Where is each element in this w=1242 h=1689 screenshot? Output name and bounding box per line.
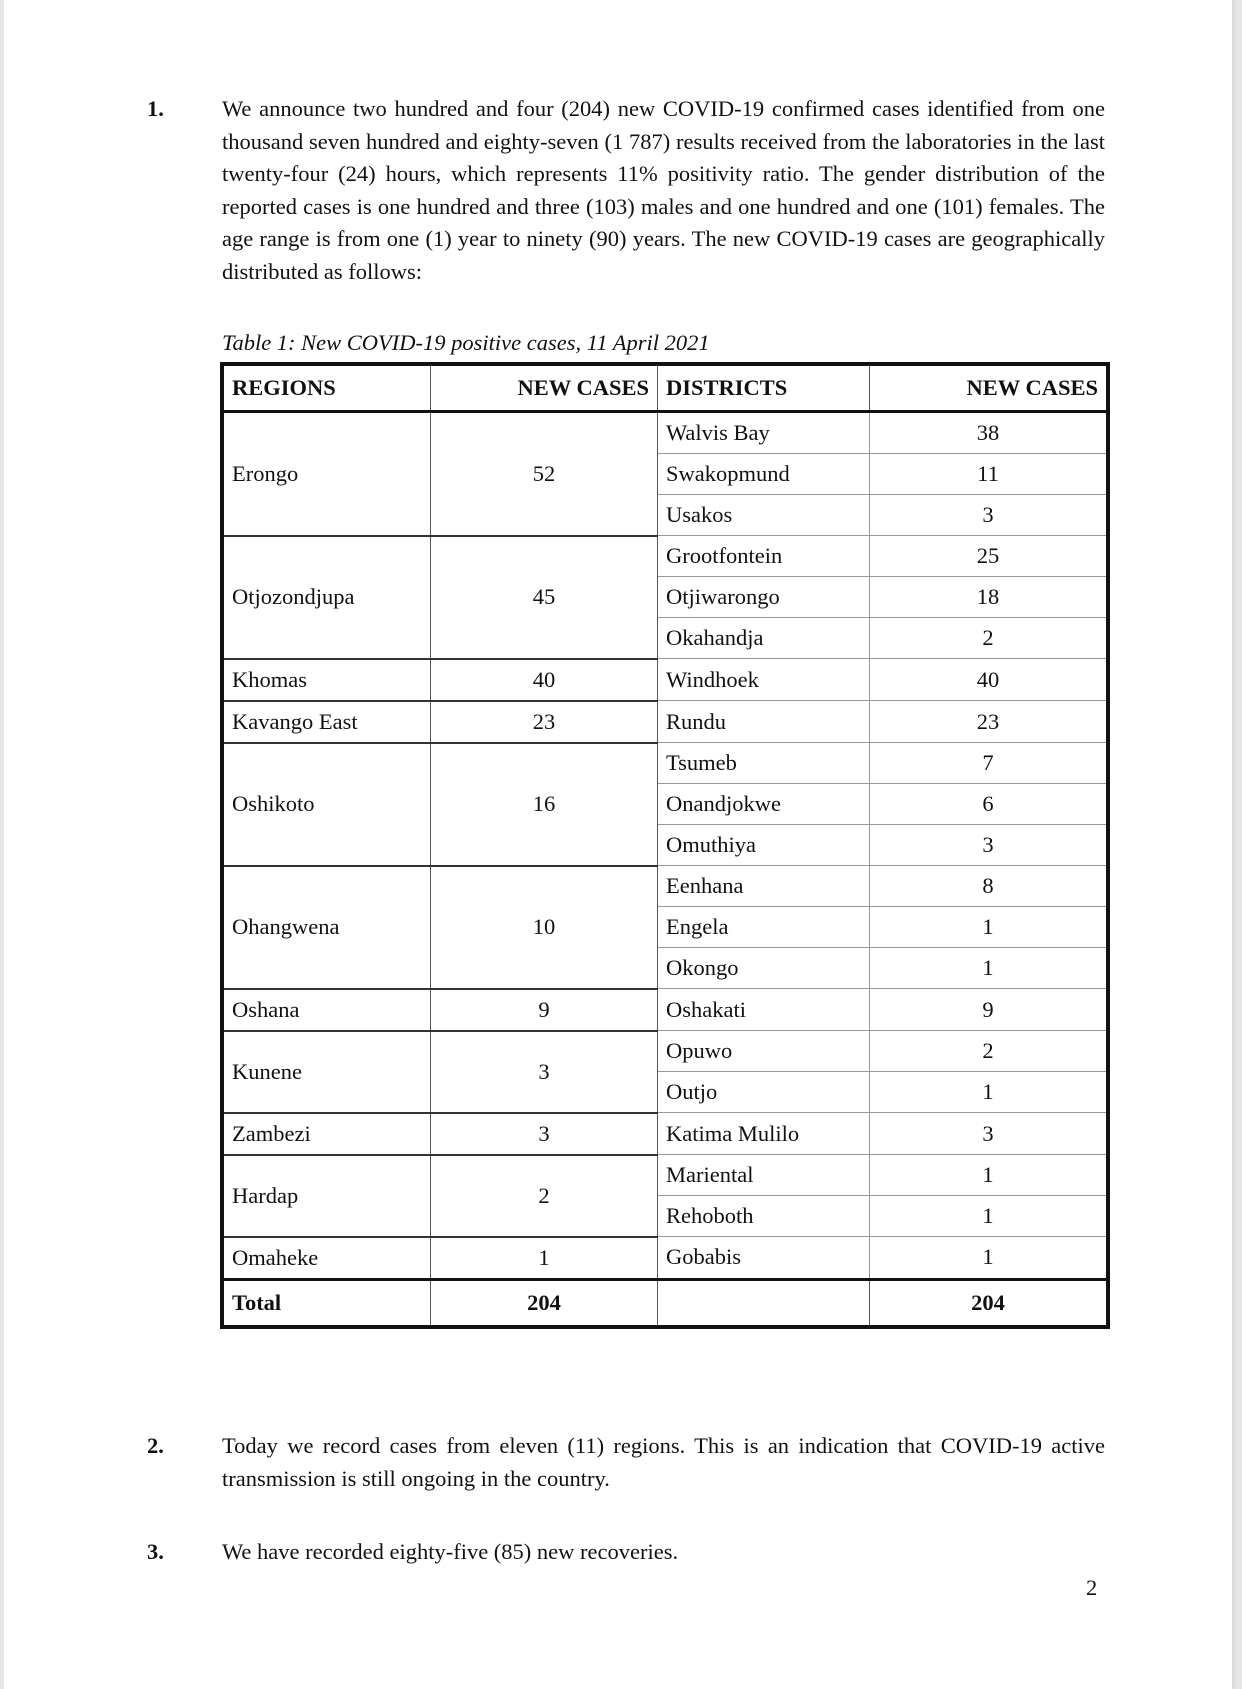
- header-district-new-cases: NEW CASES: [870, 364, 1109, 412]
- district-new-cases: 23: [870, 701, 1109, 743]
- paragraph-text: We have recorded eighty-five (85) new recoveries.: [222, 1539, 679, 1564]
- district-name: Omuthiya: [658, 825, 870, 866]
- district-new-cases: 2: [870, 1031, 1109, 1072]
- district-name: Okahandja: [658, 618, 870, 659]
- region-name: Omaheke: [222, 1237, 431, 1280]
- paragraph-number: 3.: [147, 1539, 164, 1564]
- region-name: Zambezi: [222, 1113, 431, 1155]
- district-new-cases: 25: [870, 536, 1109, 577]
- region-new-cases: 23: [431, 701, 658, 743]
- total-empty-cell: [658, 1279, 870, 1327]
- new-cases-table: [220, 362, 1110, 1329]
- district-new-cases: 18: [870, 577, 1109, 618]
- region-name: Kavango East: [222, 701, 431, 743]
- district-new-cases: 6: [870, 784, 1109, 825]
- region-new-cases: 3: [431, 1031, 658, 1113]
- table-row: [222, 412, 1108, 454]
- district-name: Okongo: [658, 948, 870, 989]
- region-new-cases: 2: [431, 1155, 658, 1237]
- region-new-cases: 45: [431, 536, 658, 659]
- total-region-cases: 204: [431, 1279, 658, 1327]
- region-name: Khomas: [222, 659, 431, 701]
- district-name: Walvis Bay: [658, 412, 870, 454]
- region-name: Hardap: [222, 1155, 431, 1237]
- district-name: Katima Mulilo: [658, 1113, 870, 1155]
- district-name: Oshakati: [658, 989, 870, 1031]
- region-name: Oshikoto: [222, 743, 431, 866]
- table-row: [222, 1113, 1108, 1155]
- table-row: [222, 1155, 1108, 1196]
- paragraph-number: 2.: [147, 1433, 164, 1458]
- district-new-cases: 3: [870, 495, 1109, 536]
- table-caption: Table 1: New COVID-19 positive cases, 11 April 2021: [222, 330, 710, 355]
- header-districts: DISTRICTS: [658, 364, 870, 412]
- page-number: 2: [1086, 1575, 1098, 1600]
- district-name: Usakos: [658, 495, 870, 536]
- region-name: Ohangwena: [222, 866, 431, 989]
- table-row: [222, 866, 1108, 907]
- district-name: Onandjokwe: [658, 784, 870, 825]
- document-page: [4, 0, 1232, 1689]
- district-new-cases: 1: [870, 1155, 1109, 1196]
- table-row: [222, 1237, 1108, 1280]
- district-new-cases: 11: [870, 454, 1109, 495]
- region-new-cases: 10: [431, 866, 658, 989]
- table-row: [222, 743, 1108, 784]
- total-district-cases: 204: [870, 1279, 1109, 1327]
- district-name: Eenhana: [658, 866, 870, 907]
- district-new-cases: 3: [870, 1113, 1109, 1155]
- region-name: Oshana: [222, 989, 431, 1031]
- district-new-cases: 1: [870, 1237, 1109, 1280]
- region-name: Erongo: [222, 412, 431, 536]
- district-new-cases: 40: [870, 659, 1109, 701]
- district-new-cases: 2: [870, 618, 1109, 659]
- region-name: Otjozondjupa: [222, 536, 431, 659]
- district-name: Rundu: [658, 701, 870, 743]
- district-name: Mariental: [658, 1155, 870, 1196]
- district-new-cases: 7: [870, 743, 1109, 784]
- district-new-cases: 1: [870, 948, 1109, 989]
- district-name: Tsumeb: [658, 743, 870, 784]
- district-name: Outjo: [658, 1072, 870, 1113]
- header-regions: REGIONS: [222, 364, 431, 412]
- district-name: Swakopmund: [658, 454, 870, 495]
- header-region-new-cases: NEW CASES: [431, 364, 658, 412]
- district-name: Gobabis: [658, 1237, 870, 1280]
- table-header-row: [222, 364, 1108, 412]
- region-new-cases: 16: [431, 743, 658, 866]
- district-new-cases: 8: [870, 866, 1109, 907]
- district-new-cases: 3: [870, 825, 1109, 866]
- district-new-cases: 9: [870, 989, 1109, 1031]
- table-row: [222, 989, 1108, 1031]
- total-label: Total: [222, 1279, 431, 1327]
- table-row: [222, 1031, 1108, 1072]
- table-row: [222, 536, 1108, 577]
- region-new-cases: 1: [431, 1237, 658, 1280]
- district-name: Grootfontein: [658, 536, 870, 577]
- district-new-cases: 1: [870, 1196, 1109, 1237]
- total-row: [222, 1279, 1108, 1327]
- region-name: Kunene: [222, 1031, 431, 1113]
- table-row: [222, 659, 1108, 701]
- table-row: [222, 701, 1108, 743]
- paragraph-number: 1.: [147, 96, 164, 121]
- district-new-cases: 38: [870, 412, 1109, 454]
- region-new-cases: 3: [431, 1113, 658, 1155]
- district-new-cases: 1: [870, 907, 1109, 948]
- district-name: Otjiwarongo: [658, 577, 870, 618]
- paragraph-text: We announce two hundred and four (204) new COVID-19 confirmed cases identified from one thousand seven hundred and eighty-seven (1 787) results received from the laboratories in the last twenty-four (24) hours, which represents 11% positivity ratio. The gender distribution of the reported cases is one hundred and three (103) males and one hundred and one (101) females. The age range is from one (1) year to ninety (90) years. The new COVID-19 cases are geographically distributed as follows:: [222, 96, 1105, 284]
- district-name: Engela: [658, 907, 870, 948]
- district-name: Opuwo: [658, 1031, 870, 1072]
- district-name: Rehoboth: [658, 1196, 870, 1237]
- district-new-cases: 1: [870, 1072, 1109, 1113]
- district-name: Windhoek: [658, 659, 870, 701]
- region-new-cases: 9: [431, 989, 658, 1031]
- region-new-cases: 52: [431, 412, 658, 536]
- region-new-cases: 40: [431, 659, 658, 701]
- paragraph-text: Today we record cases from eleven (11) regions. This is an indication that COVID-19 active transmission is still ongoing in the country.: [222, 1433, 1105, 1491]
